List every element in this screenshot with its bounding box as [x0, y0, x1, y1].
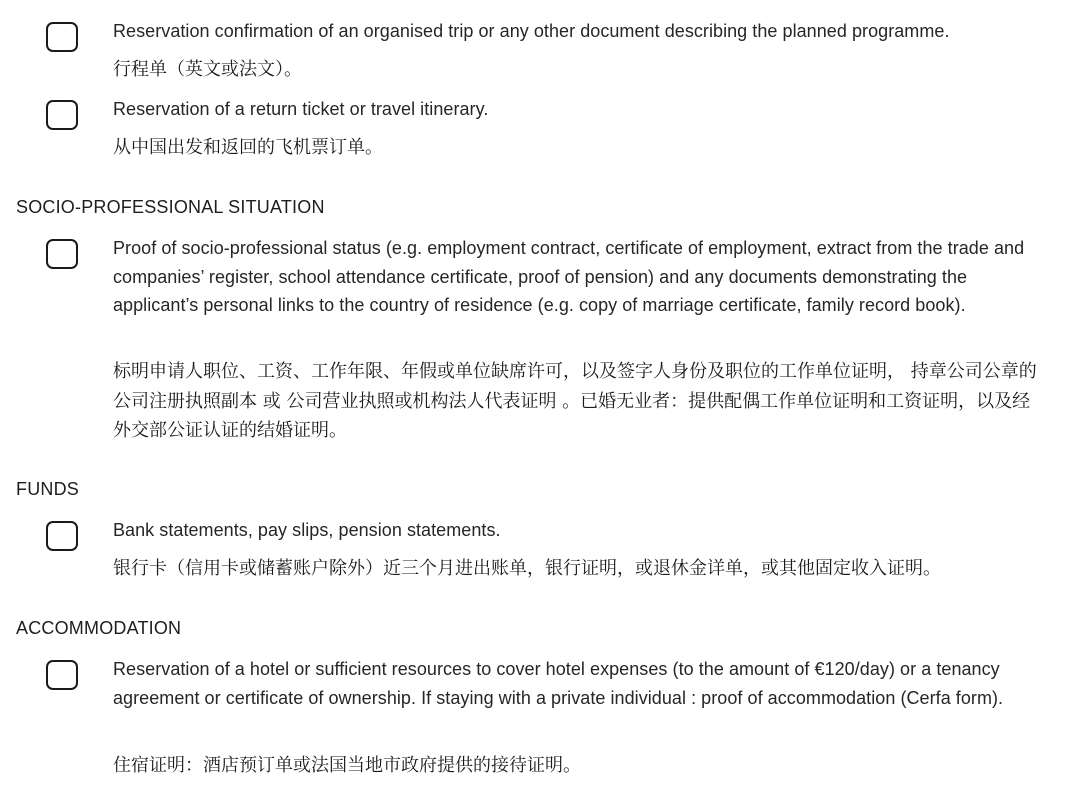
trip-reservation-text-zh: 行程单（英文或法文）。	[113, 59, 302, 80]
socio-professional-text-zh: 标明申请人职位、工资、工作年限、年假或单位缺席许可，以及签字人身份及职位的工作单位证明， 持章公司公章的公司注册执照副本 或 公司营业执照或机构法人代表证明 。已婚无业者：提供配偶工作单位证明和工资证明，以及经外交部公证认证的结婚证明。	[113, 361, 1037, 441]
return-ticket-text-en: Reservation of a return ticket or travel itinerary.	[113, 99, 489, 119]
section-heading-funds: FUNDS	[16, 479, 79, 499]
section-heading-accommodation: ACCOMMODATION	[16, 618, 182, 638]
checkbox-return-ticket[interactable]	[46, 100, 78, 130]
socio-professional-text-en: Proof of socio-professional status (e.g. employment contract, certificate of employment, extract from the trade and companies’ register, school attendance certificate, proof of pension) and any documents demonstrating the applicant’s personal links to the country of residence (e.g. copy of marriage certificate, family record book).	[113, 238, 1025, 316]
trip-reservation-text-en: Reservation confirmation of an organised trip or any other document describing the planned programme.	[113, 21, 950, 41]
funds-text-zh: 银行卡（信用卡或储蓄账户除外）近三个月进出账单，银行证明，或退休金详单，或其他固定收入证明。	[113, 558, 941, 579]
accommodation-text-en: Reservation of a hotel or sufficient resources to cover hotel expenses (to the amount of €120/day) or a tenancy agreement or certificate of ownership. If staying with a private individual : proof of accommodation (Cerfa form).	[113, 659, 1004, 708]
checkbox-accommodation-proof[interactable]	[46, 660, 78, 690]
return-ticket-text-zh: 从中国出发和返回的飞机票订单。	[113, 137, 383, 158]
accommodation-text-zh: 住宿证明：酒店预订单或法国当地市政府提供的接待证明。	[113, 755, 581, 776]
section-heading-socio-professional: SOCIO-PROFESSIONAL SITUATION	[16, 197, 325, 217]
checkbox-socio-professional-proof[interactable]	[46, 239, 78, 269]
checkbox-trip-reservation[interactable]	[46, 22, 78, 52]
funds-text-en: Bank statements, pay slips, pension statements.	[113, 520, 501, 540]
checkbox-bank-statements[interactable]	[46, 521, 78, 551]
